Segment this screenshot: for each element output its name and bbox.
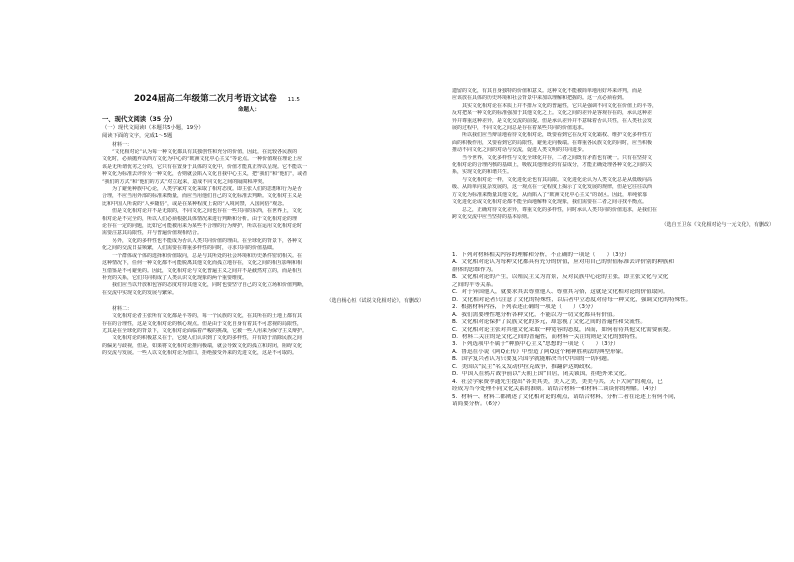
material-two-label: 材料二： bbox=[112, 306, 133, 313]
text-line: 文化相对论的积极意义在于，它使人们认识到了文化的多样性，并有助于消除民族之间 bbox=[112, 335, 303, 342]
text-line: 互借鉴是不可避免的。因此，文化相对论与文化普遍主义之间并不是截然对立的，而是相互 bbox=[102, 267, 303, 274]
text-line: 论存在一定的问题，比如它可能被用来为某些不合理的行为辩护，所以在运用文化相对论时 bbox=[102, 223, 303, 230]
section-heading: 一、现代文阅读（35 分） bbox=[102, 116, 176, 123]
right-column bbox=[448, 0, 778, 562]
text-line: 的偏见与歧视，但是，如果将文化相对论推向极端，就会导致文化的孤立和封闭，阻碍文化 bbox=[102, 342, 303, 349]
question-line: A．鲁迅在小说《阿Q正传》中塑造了阿Q这个精神胜利法的典型形象。 bbox=[452, 348, 627, 355]
text-line: 方文化为标准来衡量其他文化，从而陷入了“欧洲文化中心主义”的误区。因此，单纯依靠 bbox=[452, 191, 648, 198]
material-one-label: 材料一： bbox=[112, 142, 133, 148]
text-line: 总之，正确对待文化差异，尊重文化的多样性，同时承认人类共同的价值追求，是我们在 bbox=[462, 206, 658, 213]
text-line: 当今世界，文化多样性与文化全球化并存，二者之间既有矛盾也有统一。只有在坚持文 bbox=[462, 154, 653, 161]
text-line: 该是无所谓优劣之分的，它只有在置身于具体的文化中，价值才能真正得以呈现。它不能以一 bbox=[102, 163, 308, 170]
question-line: 5．材料一、材料二都阐述了文化相对论的观点，请结合材料，分析二者在论述上有何不同， bbox=[452, 393, 680, 400]
text-line: 与文化相对论一样，文化进化论也有其局限。文化进化论认为人类文化总是从低级向高 bbox=[462, 176, 653, 183]
text-line: 其实文化相对论在本质上并不排斥文化的普遍性，它只是强调不同文化在价值上的平等， bbox=[462, 102, 658, 109]
text-line: “文化相对论”认为每一种文化都具有其独创性和充分的价值，因此，在比较各民族的 bbox=[112, 149, 298, 155]
text-line: 另外，文化的多样性也不能成为否认人类共同价值的理由。在全球化的背景下，各种文 bbox=[112, 237, 303, 244]
text-line: 跨文化交流中应当坚持的基本原则。 bbox=[452, 213, 533, 220]
text-line: 面的积极作用，又要看到它的局限性，避免走向极端。在尊重各民族文化的同时，应当积极 bbox=[452, 139, 653, 146]
text-line: 种文化为标准去评价另一种文化，否则就会陷入文化自我中心主义，把“我们”和“他们”，或者 bbox=[102, 171, 308, 178]
text-line: 应该放在具体的历史环境和社会背景中来加以理解和把握的。这一点必须看到。 bbox=[452, 95, 628, 102]
text-line: 化相对论的合理内核的基础上，吸收其他理论的有益成分，才能正确处理各种文化之间的关 bbox=[452, 162, 653, 169]
text-line: “我们的方式”和“他们的方式”对立起来，造成不同文化之间的隔阂和冲突。 bbox=[102, 178, 268, 185]
text-line: 所以我们应当辩证地看待文化相对论，既要看到它在反对文化霸权、维护文化多样性方 bbox=[462, 132, 653, 139]
exam-title-text: 2024届高二年级第二次月考语文试卷 bbox=[134, 94, 277, 104]
question-line: C．文化相对论主张对其他文化采取一种宽容的态度，因而，如何看待其他文化需要前提。 bbox=[452, 326, 675, 333]
text-line: 化之间的交流日益频繁，人们需要在尊重多样性的同时，寻求共同的价值基础。 bbox=[102, 245, 278, 252]
text-line: 遗留的文化，有其自身独特的价值和意义。这种文化不能被简单地用好坏来评判，而是 bbox=[452, 88, 643, 94]
text-line: 系，实现文化的和谐共生。 bbox=[452, 169, 513, 176]
question-list bbox=[452, 252, 778, 409]
question-line: D．文化相对论者只注意了文化的特殊性，以后者中立态度对待每一种文化，强调文化的特殊性。 bbox=[452, 296, 692, 303]
question-line: B．国学复兴者认为只要复兴国学就能解决当代中国的一切问题。 bbox=[452, 356, 613, 363]
left-column bbox=[98, 0, 428, 562]
author-line: 命题人： bbox=[238, 107, 261, 113]
text-line: 但是文化相对论并不是无限的，不同文化之间也存在一些共同的东西，在世界上，文化 bbox=[112, 208, 303, 215]
text-line: 一个群体或个体的选择和价值取向，总是与其所处的社会环境和历史条件密切相关。在 bbox=[112, 252, 303, 259]
exam-date: 11.5 bbox=[287, 97, 300, 103]
question-line: 经成为当今处理不同文化关系的准则。请结合材料一和材料二谈谈你的理解。（4分） bbox=[452, 386, 660, 393]
question-line: 之间的平等关系。 bbox=[452, 281, 497, 288]
text-line: 展的过程中，不同文化之间总是存在着某些共同的价值追求。 bbox=[452, 125, 588, 132]
question-line: C．对于异国他人，就要求其去尊重他人、尊重其习俗，这就是文化相对论的价值取向。 bbox=[452, 289, 669, 296]
question-line: D．中国人在鸦片战争前以“天朝上国”自居，闭关锁国，拒绝外来文化。 bbox=[452, 371, 630, 378]
text-line: 比和中国人所说的“人乡随俗”，或是在某种程度上说的“入境问禁，入国问俗”观念。 bbox=[102, 200, 288, 207]
reading-instruction: 阅读下面的文字，完成1～5题 bbox=[102, 133, 173, 139]
text-line: 反对把某一种文化的标准强加于其他文化之上。文化之间的差异是客观存在的，承认这种差 bbox=[452, 110, 653, 117]
text-line: 在交流中实现文化的发展与繁荣。 bbox=[102, 289, 178, 296]
question-line: B．文化相对论的产生，以殖民主义为背景，反对民族中心论的主张，即主张文化与文化 bbox=[452, 274, 669, 281]
text-line: 文化进化论或文化相对论都不能全面地解释文化现象，我们需要在二者之间寻找平衡点。 bbox=[452, 199, 648, 206]
question-line: D．材料二关注的是文化之间的普遍性，而材料一关注的则是文化的独特性。 bbox=[452, 333, 641, 340]
material-one-text bbox=[102, 149, 428, 297]
text-line: 推动不同文化之间的对话与交流，促进人类文明的共同进步。 bbox=[452, 147, 588, 154]
question-line: A．文化相对论认为每种文化都具有充分的价值，应对用自己的价值标准去评价别的种族和 bbox=[452, 259, 674, 266]
text-line: 补充的关系，它们共同构成了人类认识文化现象的两个重要维度。 bbox=[102, 274, 248, 281]
question-line: 2．根据材料内容，下列表述正确的一项是（ ）（3分） bbox=[452, 304, 597, 311]
right-passage-text bbox=[452, 88, 778, 221]
text-line: 尤其是在全球化的背景下，文化相对论面临着严峻的挑战，它被一些人用来为保守主义辩护。 bbox=[102, 327, 308, 334]
text-line: 需要注意其局限性，并与普遍价值观相结合。 bbox=[102, 230, 203, 237]
text-line: 为了避免种族中心论，人类学家对文化采取了相对态度。即主张人们的思想和行为是否 bbox=[112, 186, 303, 193]
text-line: 异并尊重这种差异，是文化交流的前提。但是承认差异并不意味着否认共性，在人类社会发 bbox=[452, 117, 653, 124]
questions bbox=[452, 252, 778, 409]
right-passage bbox=[452, 88, 778, 229]
question-line: C．美国以“民主”名义发动伊拉克战争，推翻萨达姆政权。 bbox=[452, 363, 596, 370]
material-two-text bbox=[102, 313, 428, 357]
question-line: 请简要分析。（6分） bbox=[452, 401, 504, 408]
text-line: 这种情况下，任何一种文化都不可能脱离其他文化而孤立地存在，文化之间的相互影响和相 bbox=[102, 260, 303, 267]
text-line: 合理，不应当用外部的标准来衡量，而应当用他们自己的文化标准去判断。文化相对主义是 bbox=[102, 193, 303, 200]
text-line: 存在的合理性，这是文化相对论的核心观点。但是由于文化自身有着其不可忽视的局限性， bbox=[102, 320, 303, 327]
subsection-heading: （一）现代文阅读Ⅰ（本题共5小题，19分） bbox=[102, 125, 204, 131]
question-line: 1．下列对材料相关内容的理解和分析，不正确的一项是（ ）（3分） bbox=[452, 252, 630, 258]
exam-title bbox=[134, 92, 300, 104]
text-line: 我们应当以开放和包容的态度对待其他文化，同时也要坚守自己的文化立场和价值判断， bbox=[112, 282, 308, 289]
material-one-source: （选自杨心恒《试说文化相对论》，有删改） bbox=[326, 298, 424, 305]
text-line: 文化相对论者主张所有文化都是平等的，每一个民族的文化，在其所在的土地上都有其 bbox=[112, 313, 303, 320]
material-two-source: （选自王卫东《文化相对论与一元文化》，有删改） bbox=[661, 222, 774, 229]
question-line: 3．下列选项中不属于“种族中心主义”思想的一项是（ ）（3分） bbox=[452, 341, 619, 348]
question-line: A．我们需要理性地分析各种文化，不能以为一切文化都具有价值。 bbox=[452, 311, 619, 318]
material-one bbox=[102, 141, 428, 358]
text-line: 文化时，必须抛弃以西方文化为中心的“欧洲文化中心主义”等论点。一种价值观在理论上应 bbox=[102, 156, 303, 163]
question-line: 群体的思维作为。 bbox=[452, 266, 497, 273]
text-line: 的交流与发展。一些人以文化相对论为借口，拒绝接受外来的先进文化，这是不可取的。 bbox=[102, 350, 298, 357]
question-line: B．文化相对论保护了民族文化的多元，却忽视了文化之间的普遍性和交流性。 bbox=[452, 319, 647, 326]
question-line: 4．社会学家费孝通先生提出“各美其美，美人之美，美美与共，天下大同”的观点，已 bbox=[452, 378, 663, 385]
text-line: 相对论是不完全的，所以人们必须根据具体情况来进行判断和分析。由于文化相对论的理 bbox=[102, 215, 298, 222]
text-line: 级、从简单向复杂发展的，这一观点在一定程度上揭示了文化发展的规律，但是它往往以西 bbox=[452, 184, 653, 191]
